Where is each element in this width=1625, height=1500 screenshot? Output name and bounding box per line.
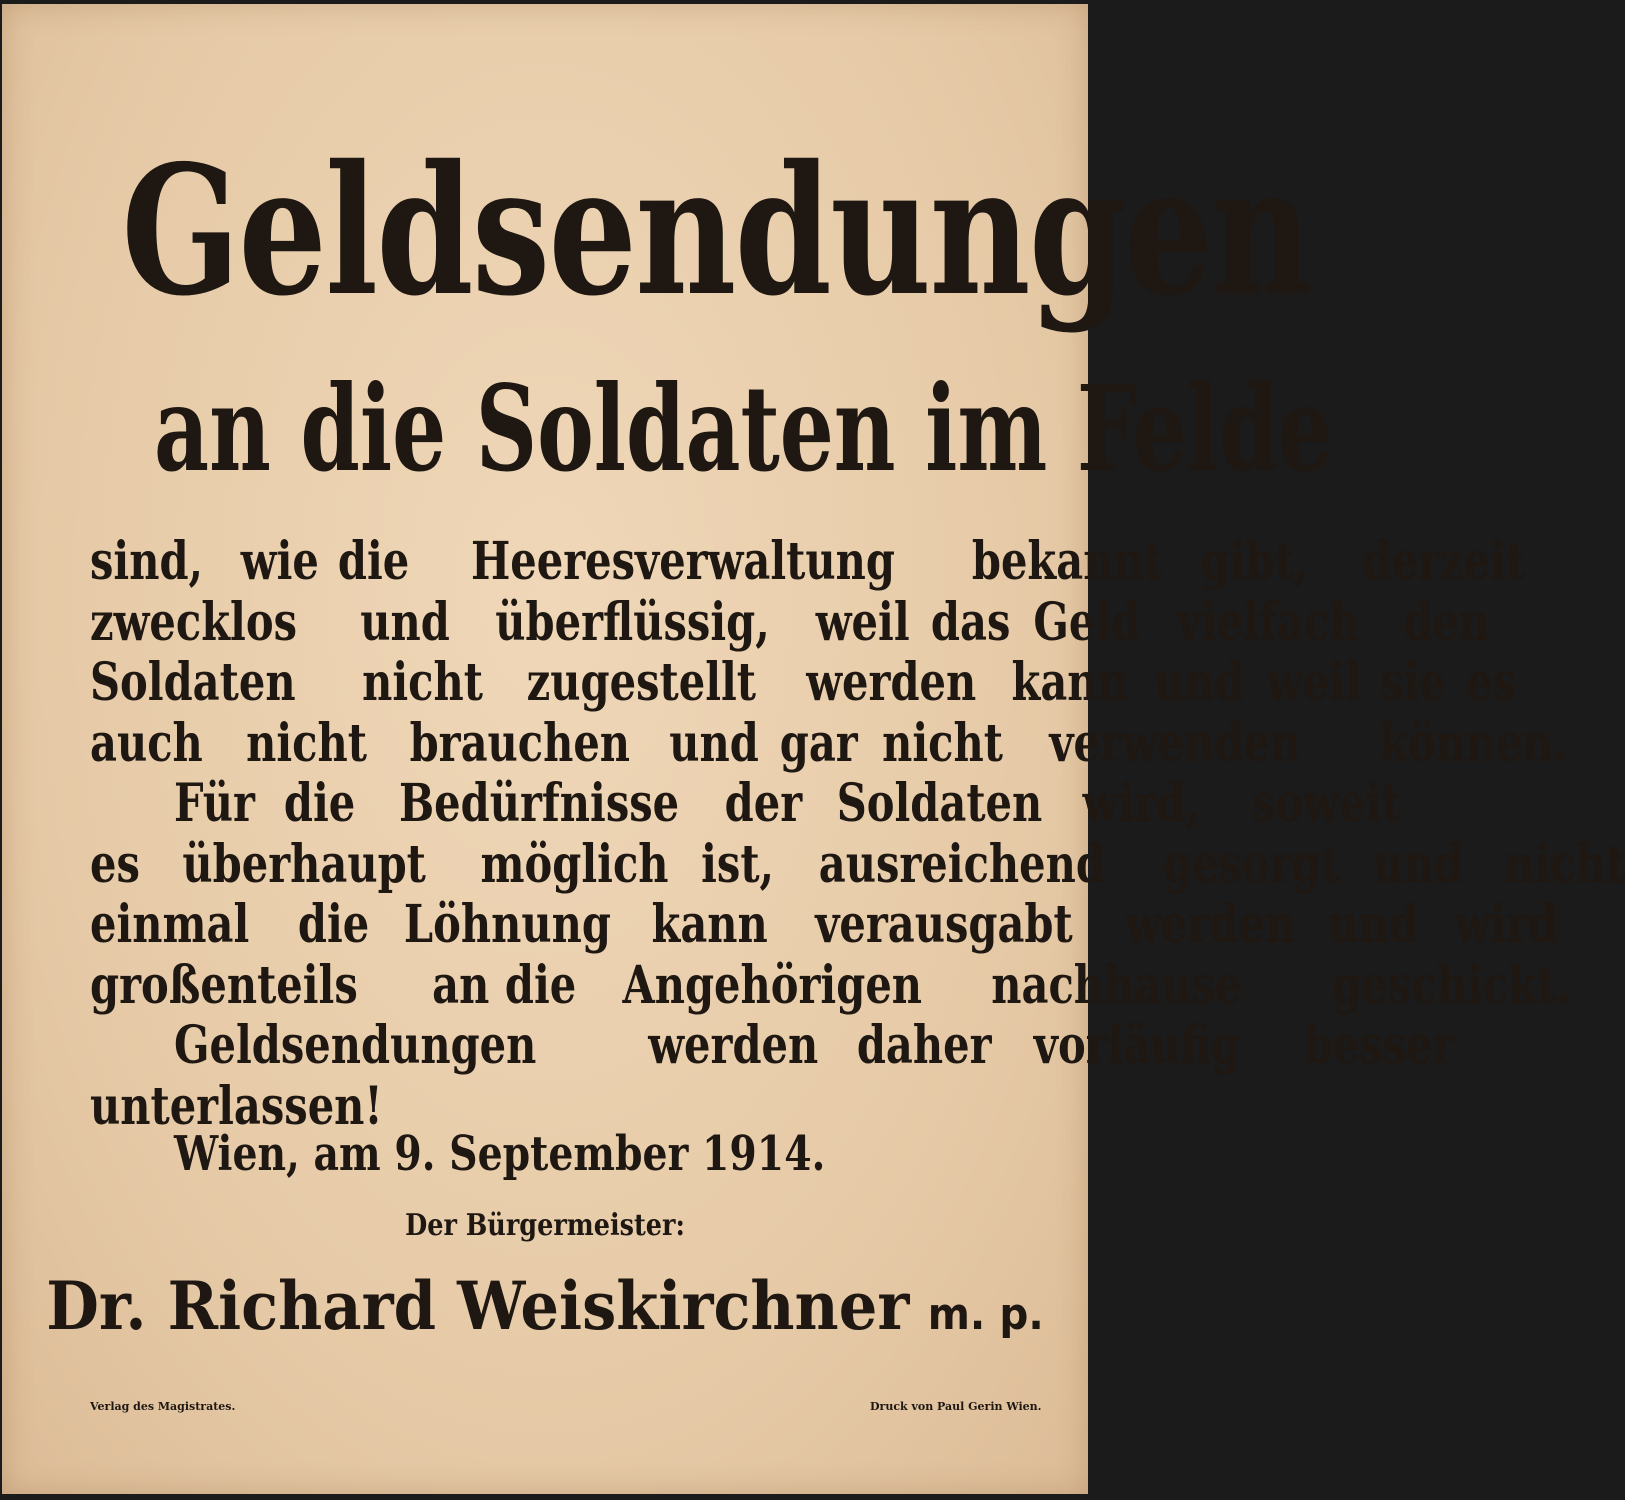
body-word: und [1153,652,1244,713]
body-word: nicht [246,712,367,774]
body-word: und [668,712,759,774]
body-line [2,712,1568,774]
body-word: Löhnung [404,894,612,955]
body-line [2,894,1558,955]
printer-note: Druck von Paul Gerin Wien. [870,1400,1042,1413]
signature-name: Dr. Richard Weiskirchner [46,1267,910,1345]
body-word: und [1328,894,1418,955]
body-line [2,531,1525,592]
body-word: können. [1378,712,1568,774]
body-word: brauchen [409,712,631,774]
body-line [2,954,1571,1016]
date-line: Wien, am 9. September 1914. [174,1126,826,1182]
body-word: Heeresverwaltung [471,531,896,592]
body-word: nicht [1504,833,1625,895]
body-word: besser [1303,1015,1455,1076]
body-word: verausgabt [814,894,1073,955]
body-word: Für [174,773,255,834]
body-word: ausreichend [818,833,1105,895]
body-word: die [505,954,577,1016]
body-word: gesorgt [1162,833,1340,895]
body-word: und [1373,833,1463,895]
body-word: den [1403,591,1490,653]
body-word: soweit [1251,773,1401,834]
publisher-note: Verlag des Magistrates. [90,1400,236,1413]
body-word: wie [241,531,320,592]
body-word: zwecklos [90,591,298,653]
body-word: weil [1266,652,1361,713]
body-word: es [1466,652,1517,713]
body-word: sie [1380,652,1446,713]
body-word: verwenden [1049,712,1301,774]
body-word: Geldsendungen [174,1015,537,1076]
body-word: möglich [480,833,669,895]
body-word: die [284,773,356,834]
body-word: weil [815,591,910,653]
body-word: Geld [1033,591,1141,653]
body-word: Bedürfnisse [399,773,680,834]
body-word: werden [805,652,976,713]
body-word: kann [651,894,768,955]
body-word: gibt, [1200,531,1309,592]
body-word: es [90,833,140,895]
body-word: unterlassen! [90,1075,383,1137]
body-word: werden [1125,894,1296,955]
signature-label: Der Bürgermeister: [405,1208,685,1243]
body-line [2,773,1401,834]
body-word: wird, [1083,773,1201,834]
body-word: nicht [362,652,483,713]
body-word: überhaupt [182,833,427,895]
body-word: gar [779,712,858,774]
body-word: Soldaten [837,773,1043,834]
body-word: zugestellt [526,652,757,713]
body-word: werden [648,1015,819,1076]
body-word: an [431,954,490,1016]
body-word: ist, [700,833,774,895]
body-word: großenteils [90,954,358,1016]
body-line [2,591,1490,653]
body-word: vielfach [1176,591,1360,653]
body-word: nicht [882,712,1004,774]
body-word: nachhause [991,954,1242,1016]
body-word: die [298,894,370,955]
poster-sheet [2,4,1625,1494]
signature-block [45,1266,1044,1355]
body-word: überflüssig, [495,591,770,653]
body-word: derzeit [1362,531,1525,592]
poster-subtitle: an die Soldaten im Felde [154,359,1333,498]
body-word: Soldaten [90,652,296,713]
body-word: die [337,531,410,592]
signature-suffix: m. p. [927,1289,1044,1340]
body-word: auch [90,712,203,774]
body-word: kann [1011,652,1129,713]
body-word: einmal [90,894,250,955]
body-line [2,1015,1455,1076]
poster-title: Geldsendungen [121,126,1311,335]
body-word: Angehörigen [622,954,923,1016]
body-word: der [724,773,802,834]
body-word: daher [856,1015,992,1076]
body-word: das [931,591,1011,653]
body-word: wird [1454,894,1558,955]
body-word: vorläufig [1033,1015,1240,1076]
body-word: sind, [90,531,204,592]
body-word: geschickt. [1332,954,1571,1016]
body-line [2,652,1517,713]
body-word: bekannt [971,531,1164,592]
body-word: und [359,591,450,653]
body-line [2,833,1625,895]
